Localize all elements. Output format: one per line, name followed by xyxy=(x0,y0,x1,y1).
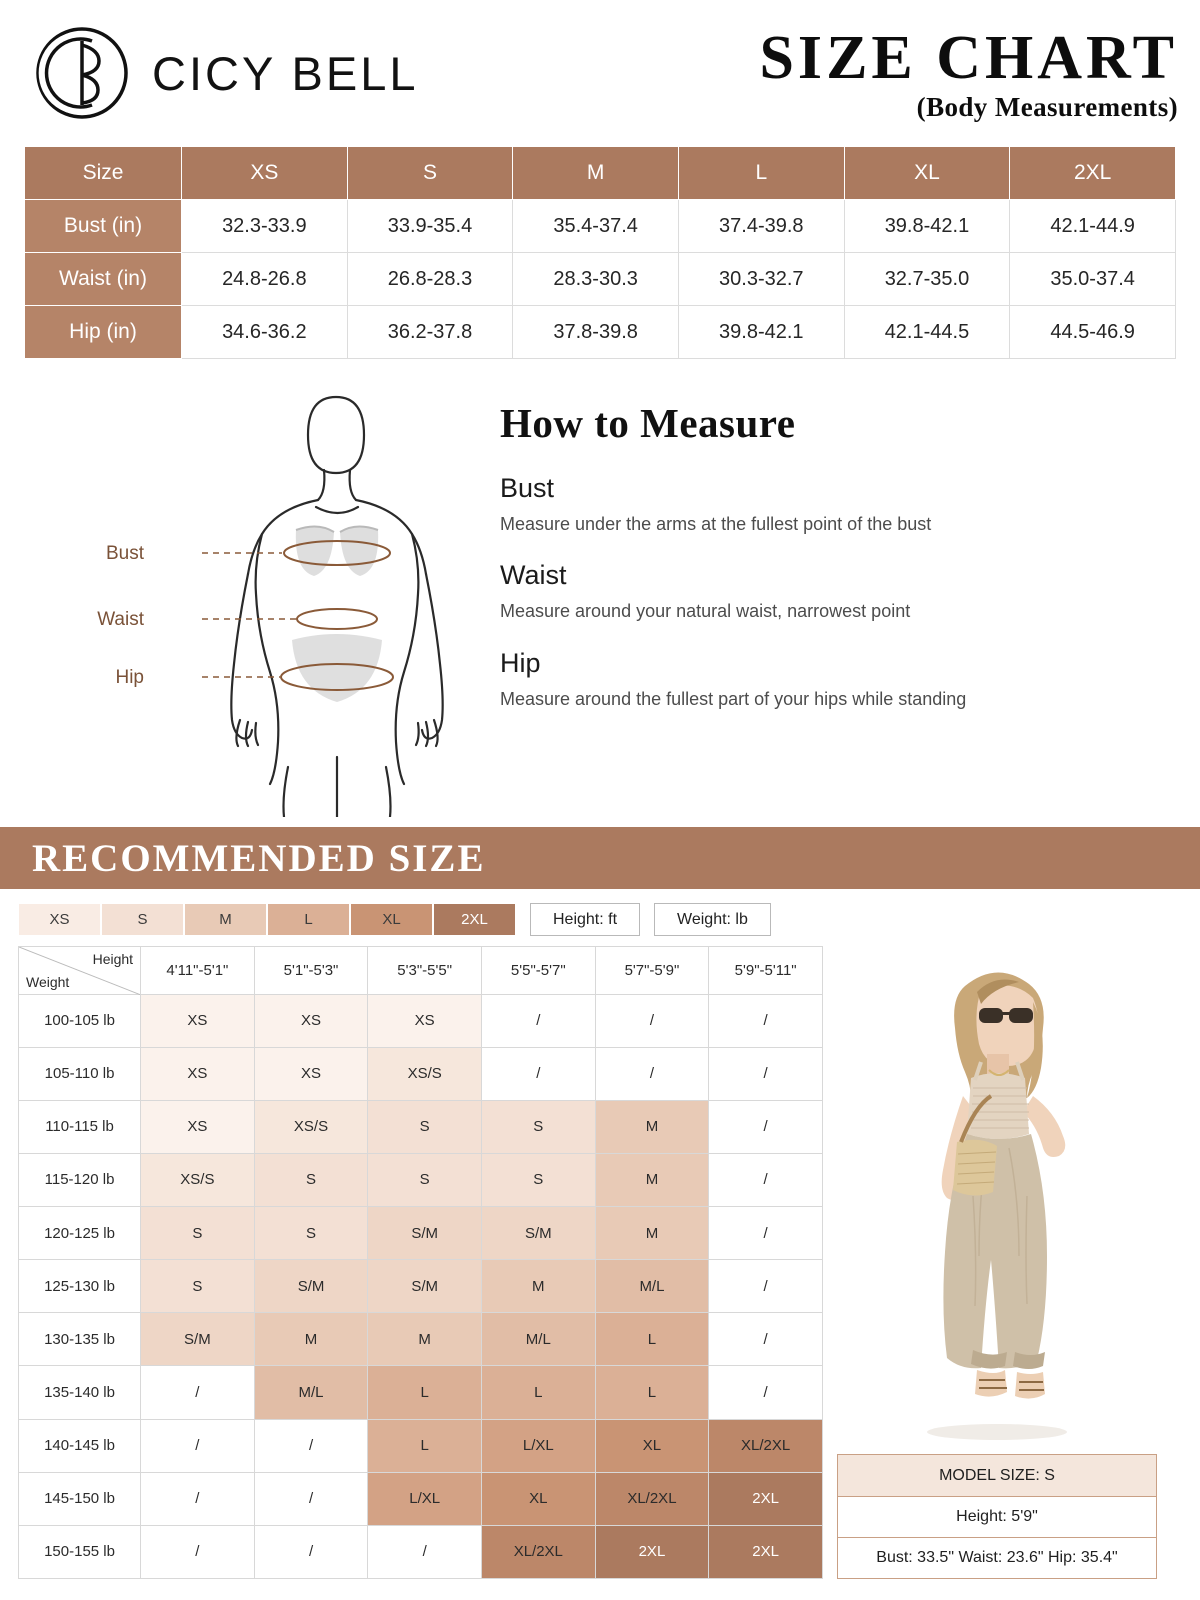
model-column xyxy=(837,946,1157,1579)
female-body-diagram-icon xyxy=(24,377,494,817)
matrix-cell: M/L xyxy=(254,1366,368,1419)
matrix-cell: / xyxy=(481,1047,595,1100)
how-to-measure-text xyxy=(494,377,1176,821)
measure-item-bust-desc: Measure under the arms at the fullest point of the bust xyxy=(500,514,932,534)
size-recommendation-matrix xyxy=(18,946,823,1579)
matrix-row xyxy=(19,1207,823,1260)
cell-bust-2xl: 42.1-44.9 xyxy=(1010,200,1176,253)
matrix-cell: M/L xyxy=(595,1260,709,1313)
page-header xyxy=(0,0,1200,146)
cell-bust-m: 35.4-37.4 xyxy=(513,200,679,253)
cell-hip-l: 39.8-42.1 xyxy=(678,306,844,359)
matrix-cell: / xyxy=(481,994,595,1047)
matrix-weight-row-label: 135-140 lb xyxy=(19,1366,141,1419)
matrix-cell: S/M xyxy=(368,1260,482,1313)
cell-hip-xs: 34.6-36.2 xyxy=(182,306,348,359)
col-head-6: 2XL xyxy=(1010,147,1176,200)
size-measurement-table xyxy=(24,146,1176,359)
matrix-cell: S xyxy=(368,1100,482,1153)
matrix-cell: S xyxy=(481,1153,595,1206)
matrix-cell: L xyxy=(481,1366,595,1419)
measure-item-waist xyxy=(500,560,1176,623)
model-photo-illustration-icon xyxy=(837,946,1157,1446)
col-head-2: S xyxy=(347,147,513,200)
matrix-row xyxy=(19,1047,823,1100)
matrix-cell: / xyxy=(141,1419,255,1472)
how-to-measure-section xyxy=(0,359,1200,821)
matrix-cell: M xyxy=(595,1153,709,1206)
matrix-cell: 2XL xyxy=(709,1472,823,1525)
matrix-cell: M xyxy=(481,1260,595,1313)
model-height: Height: 5'9" xyxy=(838,1496,1156,1537)
cell-hip-s: 36.2-37.8 xyxy=(347,306,513,359)
matrix-cell: XS xyxy=(368,994,482,1047)
col-head-0: Size xyxy=(25,147,182,200)
matrix-cell: S/M xyxy=(368,1207,482,1260)
matrix-cell: M xyxy=(254,1313,368,1366)
matrix-weight-row-label: 100-105 lb xyxy=(19,994,141,1047)
matrix-height-col-4: 5'7"-5'9" xyxy=(595,947,709,995)
matrix-row xyxy=(19,1153,823,1206)
matrix-cell: / xyxy=(141,1472,255,1525)
matrix-cell: S/M xyxy=(141,1313,255,1366)
matrix-weight-row-label: 110-115 lb xyxy=(19,1100,141,1153)
row-head-bust: Bust (in) xyxy=(25,200,182,253)
matrix-cell: XL/2XL xyxy=(481,1525,595,1578)
cell-waist-2xl: 35.0-37.4 xyxy=(1010,253,1176,306)
matrix-row xyxy=(19,1419,823,1472)
matrix-cell: S xyxy=(368,1153,482,1206)
recommended-size-banner xyxy=(0,827,1200,889)
recommended-size-area xyxy=(0,936,1200,1579)
matrix-cell: / xyxy=(709,1366,823,1419)
matrix-cell: M xyxy=(368,1313,482,1366)
table-row xyxy=(25,200,1176,253)
body-figure xyxy=(24,377,494,821)
matrix-cell: XL xyxy=(595,1419,709,1472)
model-measurements: Bust: 33.5" Waist: 23.6" Hip: 35.4" xyxy=(838,1537,1156,1578)
matrix-height-col-5: 5'9"-5'11" xyxy=(709,947,823,995)
figure-label-waist: Waist xyxy=(97,609,144,630)
page-subtitle: (Body Measurements) xyxy=(916,92,1178,123)
model-size-label: MODEL SIZE: S xyxy=(838,1455,1156,1496)
cell-waist-s: 26.8-28.3 xyxy=(347,253,513,306)
matrix-cell: 2XL xyxy=(595,1525,709,1578)
matrix-cell: / xyxy=(595,1047,709,1100)
matrix-row xyxy=(19,1260,823,1313)
matrix-cell: / xyxy=(254,1525,368,1578)
figure-label-bust: Bust xyxy=(105,543,144,564)
legend-chip-2xl: 2XL xyxy=(433,903,516,936)
matrix-cell: / xyxy=(141,1366,255,1419)
matrix-cell: M xyxy=(595,1207,709,1260)
col-head-3: M xyxy=(513,147,679,200)
matrix-corner-weight-label: Weight xyxy=(26,973,70,990)
cell-hip-2xl: 44.5-46.9 xyxy=(1010,306,1176,359)
matrix-cell: S/M xyxy=(254,1260,368,1313)
legend-chip-m: M xyxy=(184,903,267,936)
matrix-row xyxy=(19,1313,823,1366)
matrix-cell: XS xyxy=(141,1047,255,1100)
matrix-weight-row-label: 140-145 lb xyxy=(19,1419,141,1472)
matrix-cell: XS xyxy=(254,994,368,1047)
matrix-cell: / xyxy=(141,1525,255,1578)
matrix-cell: / xyxy=(368,1525,482,1578)
measure-item-bust xyxy=(500,473,1176,536)
matrix-height-col-2: 5'3"-5'5" xyxy=(368,947,482,995)
legend-chip-xs: XS xyxy=(18,903,101,936)
cell-bust-xl: 39.8-42.1 xyxy=(844,200,1010,253)
matrix-cell: M/L xyxy=(481,1313,595,1366)
matrix-row xyxy=(19,1525,823,1578)
measure-item-bust-title: Bust xyxy=(500,473,555,503)
matrix-cell: XS/S xyxy=(254,1100,368,1153)
cell-waist-l: 30.3-32.7 xyxy=(678,253,844,306)
matrix-cell: S/M xyxy=(481,1207,595,1260)
how-to-measure-title: How to Measure xyxy=(500,400,796,446)
model-photo xyxy=(837,946,1157,1446)
matrix-cell: / xyxy=(595,994,709,1047)
legend-height-unit: Height: ft xyxy=(530,903,640,936)
matrix-cell: XS xyxy=(254,1047,368,1100)
matrix-cell: S xyxy=(141,1260,255,1313)
matrix-cell: S xyxy=(141,1207,255,1260)
matrix-cell: XS xyxy=(141,994,255,1047)
matrix-weight-row-label: 130-135 lb xyxy=(19,1313,141,1366)
table-row xyxy=(25,306,1176,359)
cell-waist-xl: 32.7-35.0 xyxy=(844,253,1010,306)
matrix-row xyxy=(19,1100,823,1153)
page-title: SIZE CHART xyxy=(759,23,1178,92)
matrix-cell: / xyxy=(709,1260,823,1313)
cell-hip-xl: 42.1-44.5 xyxy=(844,306,1010,359)
matrix-weight-row-label: 150-155 lb xyxy=(19,1525,141,1578)
recommended-size-title: RECOMMENDED SIZE xyxy=(32,836,486,880)
matrix-cell: XS/S xyxy=(141,1153,255,1206)
matrix-header-row xyxy=(19,947,823,995)
table-row xyxy=(25,253,1176,306)
matrix-cell: XL xyxy=(481,1472,595,1525)
figure-label-hip: Hip xyxy=(115,667,144,688)
cell-waist-m: 28.3-30.3 xyxy=(513,253,679,306)
matrix-cell: XS/S xyxy=(368,1047,482,1100)
matrix-cell: / xyxy=(709,1100,823,1153)
matrix-weight-row-label: 125-130 lb xyxy=(19,1260,141,1313)
matrix-cell: L/XL xyxy=(368,1472,482,1525)
matrix-weight-row-label: 145-150 lb xyxy=(19,1472,141,1525)
matrix-row xyxy=(19,1366,823,1419)
legend-chip-xl: XL xyxy=(350,903,433,936)
matrix-cell: L xyxy=(595,1313,709,1366)
cell-bust-s: 33.9-35.4 xyxy=(347,200,513,253)
model-info-box xyxy=(837,1454,1157,1579)
col-head-5: XL xyxy=(844,147,1010,200)
measure-item-waist-desc: Measure around your natural waist, narrowest point xyxy=(500,601,911,622)
matrix-corner-cell xyxy=(19,947,141,995)
matrix-weight-row-label: 105-110 lb xyxy=(19,1047,141,1100)
matrix-cell: S xyxy=(254,1153,368,1206)
cell-bust-xs: 32.3-33.9 xyxy=(182,200,348,253)
matrix-cell: XL/2XL xyxy=(709,1419,823,1472)
matrix-height-col-1: 5'1"-5'3" xyxy=(254,947,368,995)
matrix-row xyxy=(19,1472,823,1525)
measure-item-hip-desc: Measure around the fullest part of your hips while standing xyxy=(500,688,967,709)
matrix-cell: L xyxy=(368,1419,482,1472)
legend-chip-l: L xyxy=(267,903,350,936)
matrix-cell: / xyxy=(709,994,823,1047)
measure-item-hip-title: Hip xyxy=(500,647,541,678)
matrix-cell: S xyxy=(254,1207,368,1260)
matrix-corner-height-label: Height xyxy=(92,951,134,967)
matrix-cell: L xyxy=(368,1366,482,1419)
matrix-cell: L/XL xyxy=(481,1419,595,1472)
measure-item-hip xyxy=(500,648,1176,711)
cell-bust-l: 37.4-39.8 xyxy=(678,200,844,253)
legend-weight-unit: Weight: lb xyxy=(654,903,771,936)
size-legend xyxy=(18,903,1200,936)
row-head-hip: Hip (in) xyxy=(25,306,182,359)
brand xyxy=(30,21,418,125)
cell-hip-m: 37.8-39.8 xyxy=(513,306,679,359)
matrix-cell: 2XL xyxy=(709,1525,823,1578)
matrix-weight-row-label: 120-125 lb xyxy=(19,1207,141,1260)
matrix-cell: L xyxy=(595,1366,709,1419)
legend-chip-s: S xyxy=(101,903,184,936)
cb-monogram-icon xyxy=(30,21,134,125)
title-block xyxy=(759,23,1178,123)
row-head-waist: Waist (in) xyxy=(25,253,182,306)
matrix-weight-row-label: 115-120 lb xyxy=(19,1153,141,1206)
col-head-1: XS xyxy=(182,147,348,200)
matrix-height-col-0: 4'11"-5'1" xyxy=(141,947,255,995)
matrix-cell: / xyxy=(709,1047,823,1100)
measure-item-waist-title: Waist xyxy=(500,560,567,591)
matrix-cell: / xyxy=(709,1207,823,1260)
matrix-row xyxy=(19,994,823,1047)
matrix-cell: S xyxy=(481,1100,595,1153)
matrix-cell: / xyxy=(254,1472,368,1525)
table-header-row xyxy=(25,147,1176,200)
col-head-4: L xyxy=(678,147,844,200)
matrix-cell: / xyxy=(709,1313,823,1366)
matrix-height-col-3: 5'5"-5'7" xyxy=(481,947,595,995)
cell-waist-xs: 24.8-26.8 xyxy=(182,253,348,306)
matrix-cell: / xyxy=(709,1153,823,1206)
matrix-cell: XS xyxy=(141,1100,255,1153)
brand-name: CICY BELL xyxy=(152,46,419,100)
matrix-cell: M xyxy=(595,1100,709,1153)
matrix-cell: XL/2XL xyxy=(595,1472,709,1525)
matrix-cell: / xyxy=(254,1419,368,1472)
